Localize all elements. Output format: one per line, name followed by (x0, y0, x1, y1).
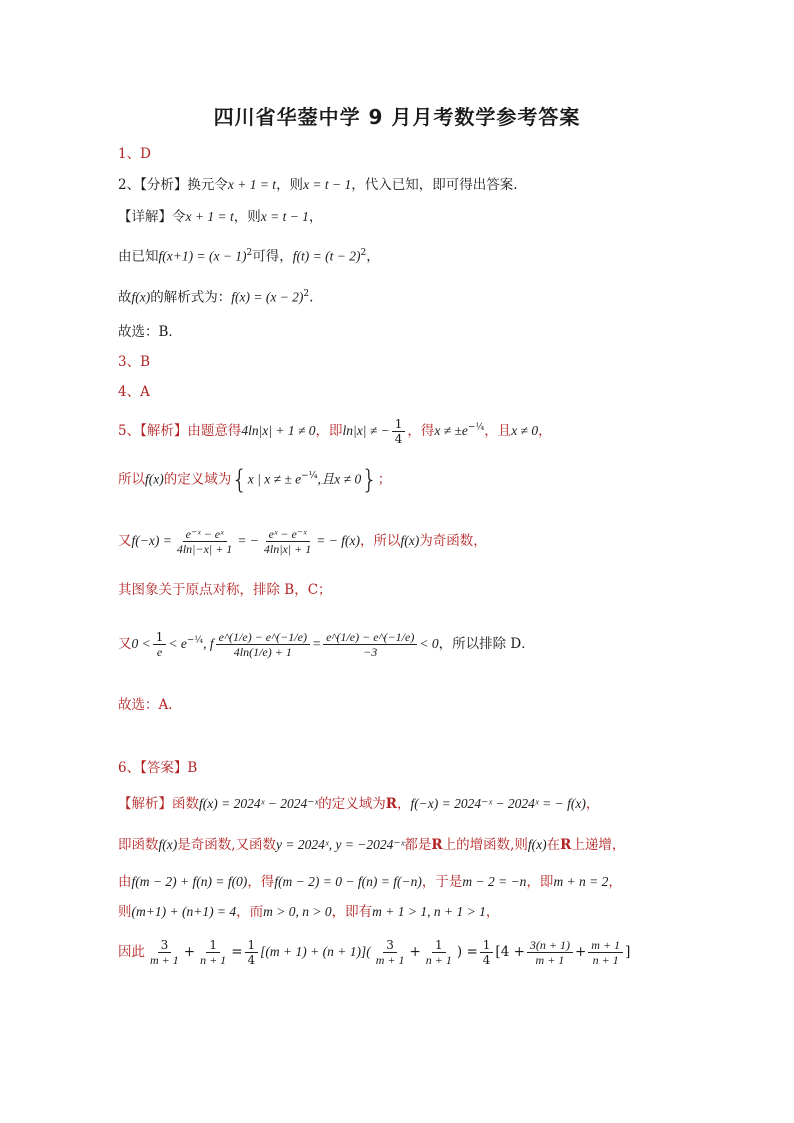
answer-6-head: 6、【答案】B (118, 760, 198, 776)
answer-6-line5: 因此 $\frac{3}{m + 1}$ + $\frac{1}{n + 1}$ = $\frac{1}{4}$ [(m + 1) + (n + 1)]( $\frac{3}{m + 1}$ + $\frac{1}{n + 1}$ ) = $\frac{1}{4}$ [4 + $\frac{3(n + 1)}{m + 1}$ + $\frac{m + 1}{n + 1}$ ] (118, 938, 631, 967)
answer-4: 4、A (118, 384, 150, 400)
answer-5-line1: 5、【解析】由题意得4ln|x| + 1 ≠ 0，即ln|x| ≠ − $\frac{1}{4}$ ，得$x \ne \pm e^{-\frac{1}{4}}$，且x ≠ 0， (118, 417, 552, 446)
answer-2-analysis: 2、【分析】换元令x + 1 = t，则x = t − 1，代入已知，即可得出答案. (118, 177, 518, 193)
answer-6-line3: 由f(m − 2) + f(n) = f(0)，得f(m − 2) = 0 − f(n) = f(−n)，于是m − 2 = −n，即m + n = 2， (118, 874, 622, 890)
answer-2-pick: 故选：B． (118, 324, 182, 340)
answer-5-line3: 又f(−x) = $\frac{\text{e⁻ˣ − eˣ}}{4\ln|-x| + 1}$ = − $\frac{\text{eˣ − e⁻ˣ}}{4\ln|x| + 1}$ = − f(x)，所以f(x)为奇函数， (118, 527, 487, 556)
answer-5-line5: 又0 < $\frac{1}{e}$ < $e^{-\frac{1}{4}}$, f $\frac{e\^{}(1/e) - e\^{}(-1/e)}{4\ln(1/e) + 1}$ = $\frac{e\^{}(1/e) - e\^{}(-1/e)}{-3}$ < 0，所以排除 D． (118, 630, 535, 659)
answer-2-line4: 故f(x)的解析式为：$f(x) = (x - 2)^2$. (118, 289, 314, 306)
answer-5-pick: 故选：A． (118, 697, 182, 713)
answer-6-line4: 则(m+1) + (n+1) = 4，而m > 0, n > 0，即有m + 1 > 1, n + 1 > 1， (118, 904, 500, 920)
answer-2-detail: 【详解】令x + 1 = t，则x = t − 1， (118, 209, 323, 225)
answer-1: 1、D (118, 146, 151, 162)
answer-3: 3、B (118, 354, 151, 370)
answer-2-line3: 由已知$f(x+1) = (x - 1)^2$可得，$f(t) = (t - 2)^2$， (118, 248, 380, 265)
answer-5-line2: 所以f(x)的定义域为{x | x ≠ ± $e^{-\frac{1}{4}}$,且x ≠ 0}； (118, 465, 392, 495)
page-title: 四川省华蓥中学 9 月月考数学参考答案 (213, 105, 581, 129)
answer-5-line4: 其图象关于原点对称，排除 B，C； (118, 582, 332, 598)
answer-6-line1: 【解析】函数f(x) = 2024ˣ − 2024⁻ˣ的定义域为R，f(−x) = 2024⁻ˣ − 2024ˣ = − f(x)， (118, 796, 600, 812)
answer-6-line2: 即函数f(x)是奇函数,又函数y = 2024ˣ, y = −2024⁻ˣ都是R上的增函数,则f(x)在R上递增， (118, 837, 626, 853)
